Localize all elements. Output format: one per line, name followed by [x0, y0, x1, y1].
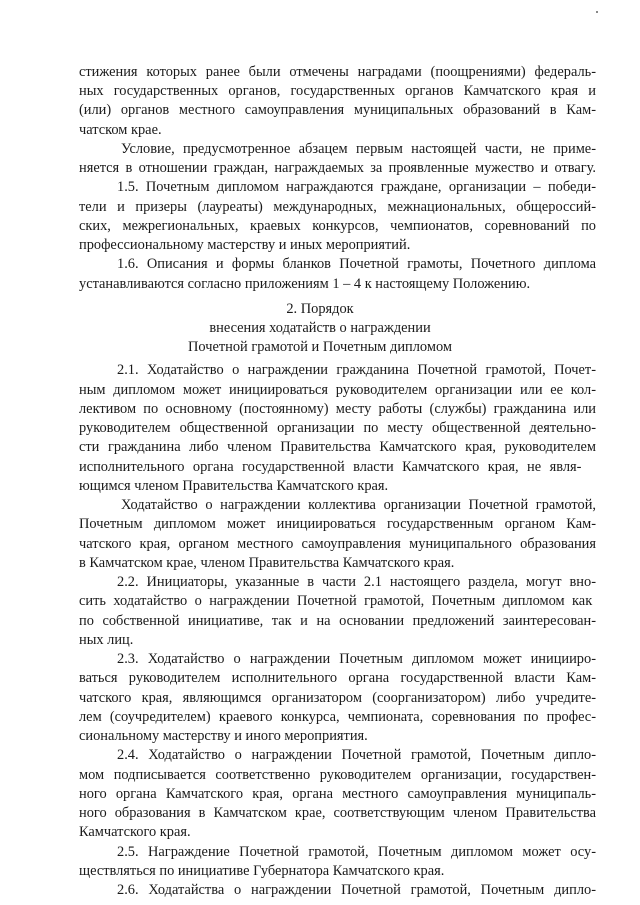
text-line: няется в отношении граждан, награждаемых за проявленные мужество и отвагу. — [79, 160, 596, 177]
text-line: сить ходатайство о награждении Почетной грамотой, Почетным дипломом как — [79, 593, 593, 610]
text-line: Ходатайство о награждении коллектива организации Почетной грамотой, — [121, 497, 596, 514]
text-line: исполнительного органа государственной власти Камчатского края, не явля- — [79, 458, 582, 475]
text-line: ных лиц. — [79, 631, 134, 648]
scan-speck — [596, 11, 598, 13]
section-heading-line: внесения ходатайств о награждении — [209, 319, 431, 336]
text-line: профессиональному мастерству и иных мероприятий. — [79, 237, 411, 254]
text-line: 2.6. Ходатайства о награждении Почетной грамотой, Почетным дипло- — [117, 882, 596, 898]
text-line: мом подписывается соответственно руководителем организации, государствен- — [79, 766, 596, 783]
text-line: 1.6. Описания и формы бланков Почетной грамоты, Почетного диплома — [117, 256, 596, 273]
text-line: ным дипломом может инициироваться руководителем организации или ее кол- — [79, 381, 596, 398]
text-line: лем (соучредителем) краевого конкурса, чемпионата, соревнования по профес- — [79, 708, 596, 725]
section-heading-line: Почетной грамотой и Почетным дипломом — [188, 339, 452, 356]
text-line: руководителем общественной организации по месту общественной деятельно- — [79, 420, 596, 437]
text-line: Условие, предусмотренное абзацем первым настоящей части, не приме- — [121, 140, 596, 157]
text-line: чатского края, являющимся организатором (соорганизатором) либо учредите- — [79, 689, 596, 706]
text-line: 2.1. Ходатайство о награждении гражданина Почетной грамотой, Почет- — [117, 362, 596, 379]
text-line: Камчатского края. — [79, 824, 191, 841]
text-line: ного органа Камчатского края, органа местного самоуправления муниципаль- — [79, 785, 596, 802]
text-line: 2.2. Инициаторы, указанные в части 2.1 настоящего раздела, могут вно- — [117, 574, 596, 591]
section-heading-number: 2. Порядок — [286, 300, 354, 317]
text-line: тели и призеры (лауреаты) международных, межнациональных, общероссий- — [79, 198, 596, 215]
text-line: ного образования в Камчатском крае, соответствующим членом Правительства — [79, 805, 596, 821]
text-line: ющимся членом Правительства Камчатского края. — [79, 477, 389, 494]
text-line: ных государственных органов, государственных органов Камчатского края и — [79, 83, 596, 100]
text-line: Почетным дипломом может инициироваться государственным органом Кам- — [79, 516, 596, 533]
text-line: лективом по основному (постоянному) месту работы (службы) гражданина или — [79, 400, 596, 417]
text-line: 2.4. Ходатайство о награждении Почетной грамотой, Почетным дипло- — [117, 747, 596, 764]
text-line: ских, межрегиональных, краевых конкурсов, чемпионатов, соревнований по — [79, 217, 596, 234]
text-line: ществляться по инициативе Губернатора Камчатского края. — [79, 862, 445, 879]
text-line: 2.5. Награждение Почетной грамотой, Почетным дипломом может осу- — [117, 843, 596, 860]
text-line: сиональному мастерству и иного мероприятия. — [79, 728, 368, 745]
text-line: ваться руководителем исполнительного органа государственной власти Кам- — [79, 670, 596, 687]
text-line: устанавливаются согласно приложениям 1 – 4 к настоящему Положению. — [79, 275, 531, 292]
text-line: сти гражданина либо членом Правительства Камчатского края, руководителем — [79, 439, 596, 456]
text-line: стижения которых ранее были отмечены наградами (поощрениями) федераль- — [79, 64, 596, 80]
text-line: по собственной инициативе, так и на основании предложений заинтересован- — [79, 612, 596, 629]
text-line: (или) органов местного самоуправления муниципальных образований в Кам- — [79, 102, 596, 119]
text-line: чатского края, органом местного самоуправления муниципального образования — [79, 535, 596, 552]
text-line: 1.5. Почетным дипломом награждаются граждане, организации – победи- — [117, 179, 596, 196]
text-line: 2.3. Ходатайство о награждении Почетным дипломом может иницииро- — [117, 651, 596, 668]
text-line: в Камчатском крае, членом Правительства Камчатского края. — [79, 554, 455, 571]
text-line: чатском крае. — [79, 121, 162, 138]
